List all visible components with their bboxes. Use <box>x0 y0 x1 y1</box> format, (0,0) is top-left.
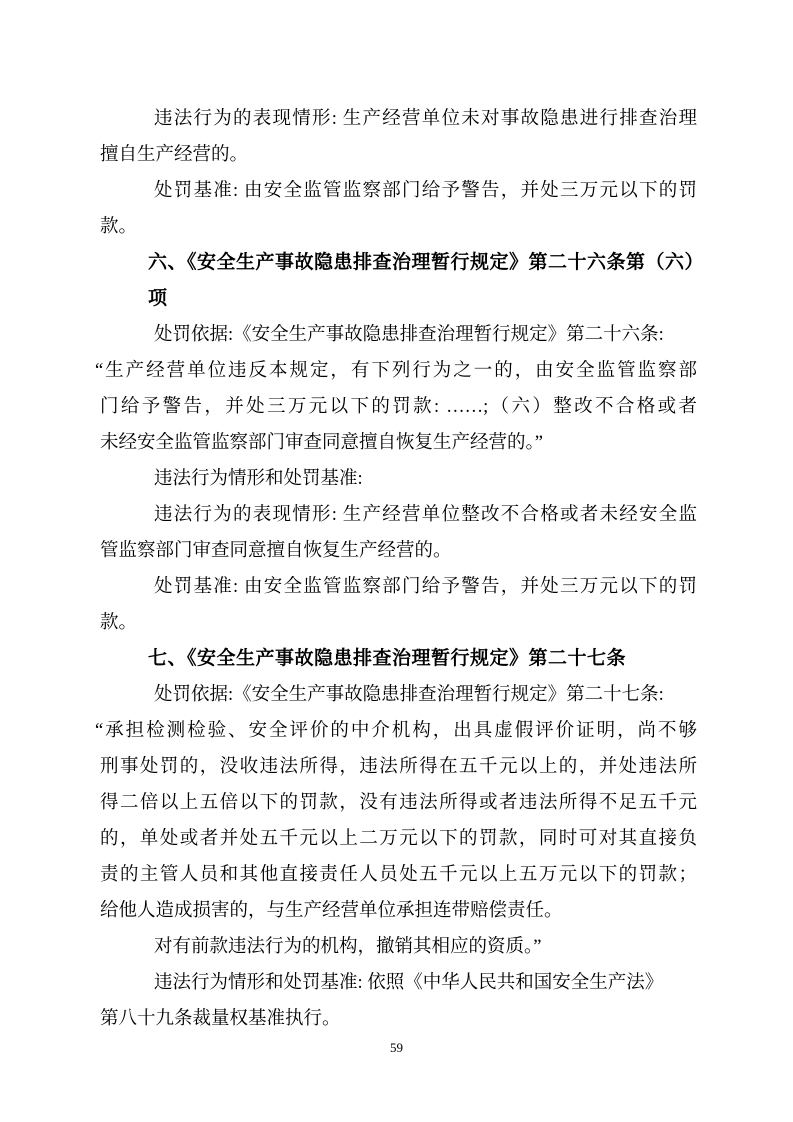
text-line: 擅自生产经营的。 <box>100 145 249 165</box>
document-body <box>95 101 697 1037</box>
page-footer <box>0 1039 793 1057</box>
text-line: 管监察部门审查同意擅自恢复生产经营的。 <box>100 541 452 561</box>
page-number: 59 <box>390 1040 403 1055</box>
text-line: 款。 <box>100 613 138 633</box>
paragraph <box>100 965 697 1037</box>
paragraph <box>95 713 697 929</box>
text-line: “承担检测检验、安全评价的中介机构，出具虚假评价证明，尚不够 <box>95 721 697 741</box>
text-line: 款。 <box>100 217 138 237</box>
paragraph <box>100 497 697 569</box>
text-line: 违法行为情形和处罚基准: <box>154 469 363 489</box>
text-line: “生产经营单位违反本规定，有下列行为之一的，由安全监管监察部 <box>95 361 697 381</box>
paragraph <box>100 929 697 965</box>
text-line: 六、《安全生产事故隐患排查治理暂行规定》第二十六条第（六）项 <box>148 252 695 309</box>
paragraph <box>100 569 697 641</box>
text-line: 违法行为情形和处罚基准: 依照《中华人民共和国安全生产法》 <box>154 973 664 993</box>
section-heading <box>100 641 697 677</box>
text-line: 违法行为的表现情形: 生产经营单位未对事故隐患进行排查治理 <box>154 109 697 129</box>
paragraph <box>95 353 697 461</box>
text-line: 违法行为的表现情形: 生产经营单位整改不合格或者未经安全监 <box>154 505 697 525</box>
text-line: 处罚基准: 由安全监管监察部门给予警告，并处三万元以下的罚 <box>154 181 697 201</box>
paragraph <box>100 317 697 353</box>
paragraph <box>100 101 697 173</box>
paragraph <box>100 677 697 713</box>
text-line: 对有前款违法行为的机构，撤销其相应的资质。” <box>154 937 542 957</box>
text-line: 刑事处罚的，没收违法所得，违法所得在五千元以上的，并处违法所 <box>100 757 697 777</box>
text-line: 门给予警告，并处三万元以下的罚款: ……;（六）整改不合格或者 <box>100 397 697 417</box>
section-heading <box>100 245 697 317</box>
text-line: 未经安全监管监察部门审查同意擅自恢复生产经营的。” <box>100 433 543 453</box>
paragraph <box>100 461 697 497</box>
text-line: 得二倍以上五倍以下的罚款，没有违法所得或者违法所得不足五千元 <box>100 793 697 813</box>
paragraph <box>100 173 697 245</box>
text-line: 处罚基准: 由安全监管监察部门给予警告，并处三万元以下的罚 <box>154 577 697 597</box>
text-line: 处罚依据:《安全生产事故隐患排查治理暂行规定》第二十六条: <box>154 325 664 345</box>
text-line: 给他人造成损害的，与生产经营单位承担连带赔偿责任。 <box>100 901 563 921</box>
text-line: 处罚依据:《安全生产事故隐患排查治理暂行规定》第二十七条: <box>154 685 664 705</box>
text-line: 七、《安全生产事故隐患排查治理暂行规定》第二十七条 <box>148 648 627 669</box>
text-line: 责的主管人员和其他直接责任人员处五千元以上五万元以下的罚款； <box>100 865 697 885</box>
text-line: 的，单处或者并处五千元以上二万元以下的罚款，同时可对其直接负 <box>100 829 697 849</box>
text-line: 第八十九条裁量权基准执行。 <box>100 1009 341 1029</box>
